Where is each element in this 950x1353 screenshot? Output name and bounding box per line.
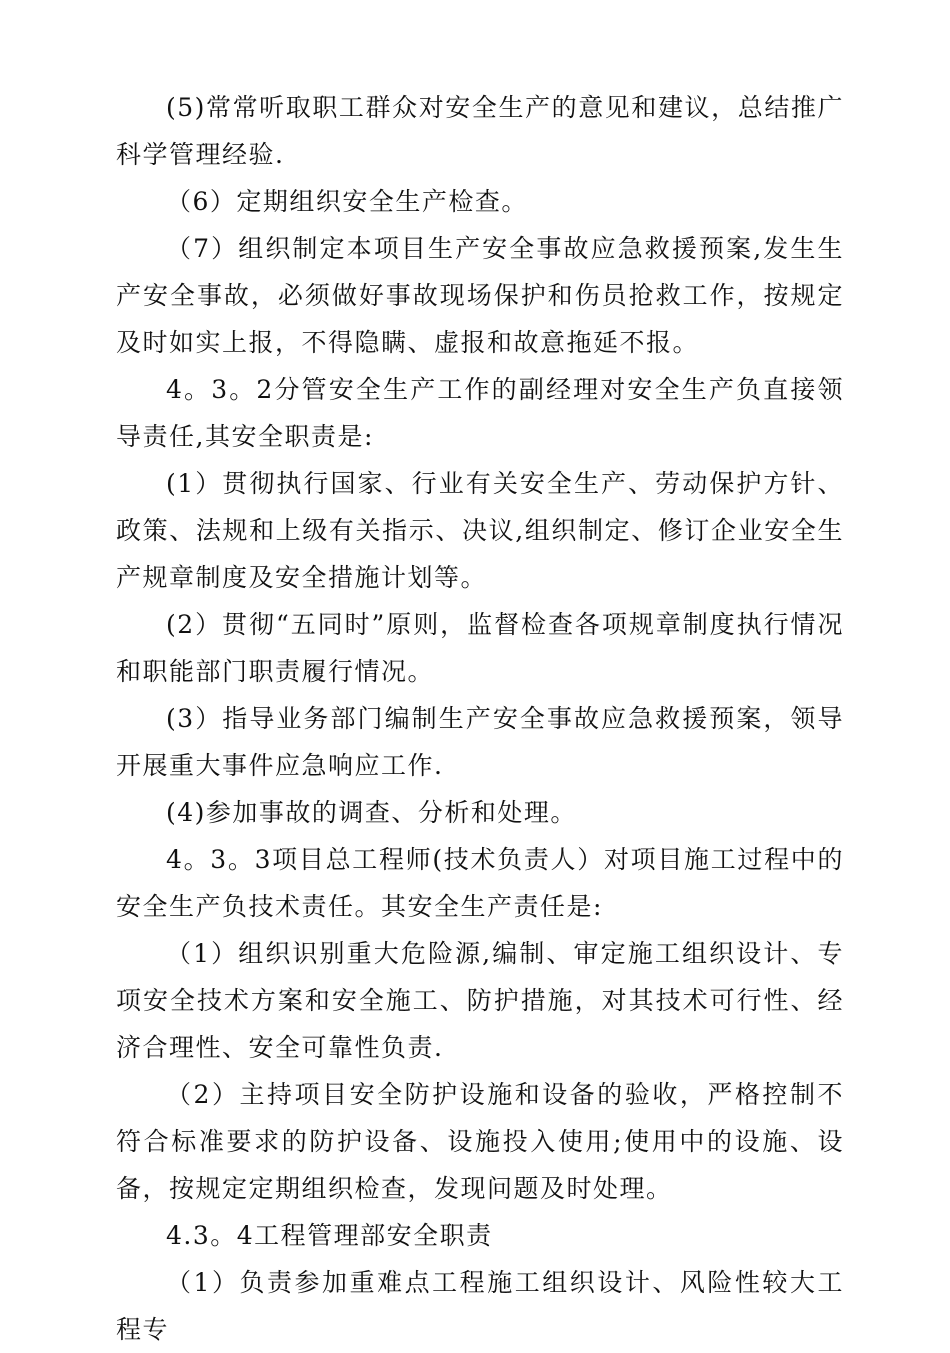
section-heading-paragraph: 4。3。2分管安全生产工作的副经理对安全生产负直接领导责任,其安全职责是: (116, 375, 844, 451)
paragraph: （6）定期组织安全生产检查。 (166, 187, 528, 216)
paragraph: （1）负责参加重难点工程施工组织设计、风险性较大工程专 (116, 1268, 844, 1344)
document-body (116, 84, 844, 1353)
paragraph: (2）贯彻“五同时”原则，监督检查各项规章制度执行情况和职能部门职责履行情况。 (116, 610, 844, 686)
paragraph: (4)参加事故的调查、分析和处理。 (166, 798, 577, 827)
paragraph: (5)常常听取职工群众对安全生产的意见和建议，总结推广科学管理经验. (116, 93, 844, 169)
section-heading-paragraph: 4.3。4工程管理部安全职责 (166, 1221, 493, 1250)
paragraph: (1）贯彻执行国家、行业有关安全生产、劳动保护方针、政策、法规和上级有关指示、决议,组织制定、修订企业安全生产规章制度及安全措施计划等。 (116, 469, 844, 592)
paragraph: （2）主持项目安全防护设施和设备的验收，严格控制不符合标准要求的防护设备、设施投入使用;使用中的设施、设备，按规定定期组织检查，发现问题及时处理。 (116, 1080, 844, 1203)
paragraph: （7）组织制定本项目生产安全事故应急救援预案,发生生产安全事故，必须做好事故现场保护和伤员抢救工作，按规定及时如实上报，不得隐瞒、虚报和故意拖延不报。 (116, 234, 844, 357)
section-heading-paragraph: 4。3。3项目总工程师(技术负责人）对项目施工过程中的安全生产负技术责任。其安全生产责任是: (116, 845, 844, 921)
paragraph: (3）指导业务部门编制生产安全事故应急救援预案，领导开展重大事件应急响应工作. (116, 704, 844, 780)
paragraph: （1）组织识别重大危险源,编制、审定施工组织设计、专项安全技术方案和安全施工、防护措施，对其技术可行性、经济合理性、安全可靠性负责. (116, 939, 844, 1062)
